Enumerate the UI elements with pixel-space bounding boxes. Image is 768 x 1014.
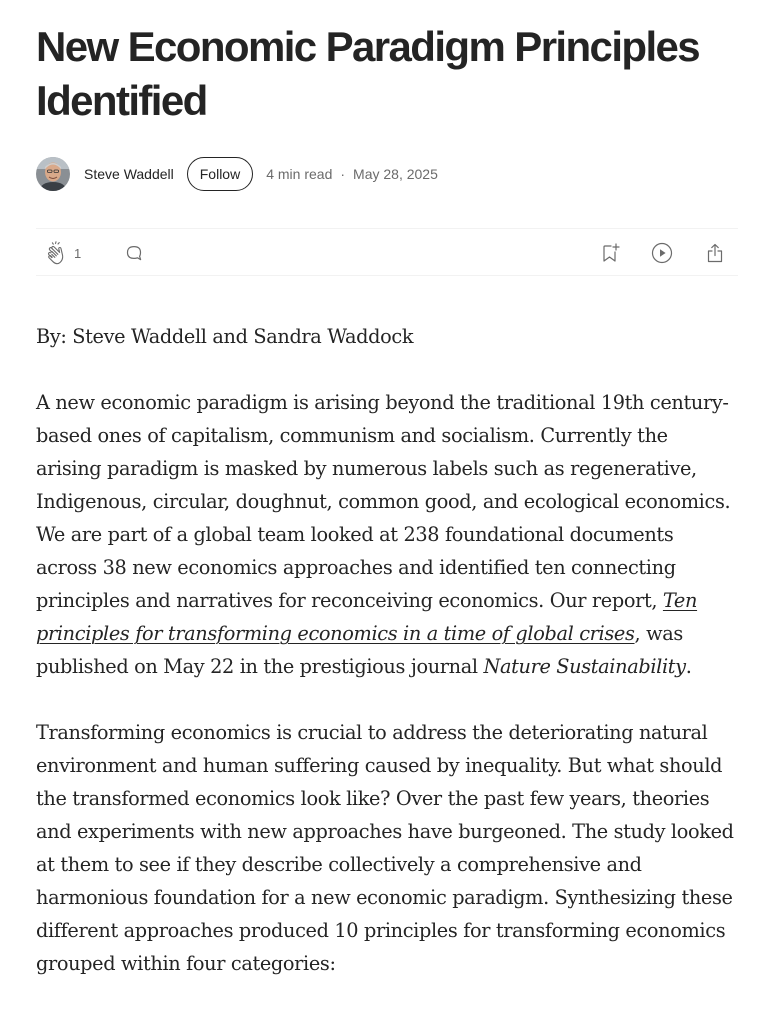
comment-button[interactable] bbox=[122, 241, 146, 265]
context-paragraph: Transforming economics is crucial to address the deteriorating natural environment and human suffering caused by inequality. But what should the transformed economics look like? Over the past few years, theories and experiments with new approaches have burgeoned. The study looked at them to see if they describe collectively a comprehensive and harmonious foundation for a new economic paradigm. Synthesizing these different approaches produced 10 principles for transforming economics grouped within four categories: bbox=[36, 721, 734, 975]
avatar-photo-icon bbox=[36, 157, 70, 191]
action-bar bbox=[36, 228, 738, 276]
paragraph-text: . bbox=[685, 655, 692, 678]
author-name[interactable]: Steve Waddell bbox=[84, 166, 174, 182]
comment-icon bbox=[122, 241, 146, 265]
read-time: 4 min read bbox=[266, 166, 333, 182]
share-icon bbox=[703, 241, 727, 265]
report-link[interactable]: Ten principles for transforming economics in a time of global crises bbox=[36, 589, 698, 645]
author-byline bbox=[36, 155, 438, 193]
author-avatar[interactable] bbox=[36, 157, 70, 191]
article-body bbox=[36, 320, 738, 1013]
paragraph-text: A new economic paradigm is arising beyond the traditional 19th century-based ones of capitalism, communism and socialism. Currently the arising paradigm is masked by numerous labels such as regenerative, Indigenous, circular, doughnut, common good, and ecological economics. We are part of a global team looked at 238 foundational documents across 38 new economics approaches and identified ten connecting principles and narratives for reconceiving economics. Our report, bbox=[36, 391, 731, 612]
journal-name: Nature Sustainability bbox=[483, 655, 686, 678]
share-button[interactable] bbox=[703, 241, 727, 265]
listen-button[interactable] bbox=[650, 241, 674, 265]
meta-separator: · bbox=[340, 166, 346, 182]
publish-date: May 28, 2025 bbox=[353, 166, 438, 182]
save-button[interactable] bbox=[598, 241, 622, 265]
clap-count: 1 bbox=[74, 245, 82, 261]
clap-button[interactable] bbox=[45, 241, 81, 265]
clap-icon bbox=[45, 241, 69, 265]
follow-button[interactable]: Follow bbox=[187, 157, 253, 191]
byline-paragraph: By: Steve Waddell and Sandra Waddock bbox=[36, 325, 414, 348]
bookmark-add-icon bbox=[598, 241, 622, 265]
play-icon bbox=[650, 241, 674, 265]
intro-paragraph bbox=[36, 386, 738, 683]
article-title: New Economic Paradigm Principles Identified bbox=[36, 23, 700, 124]
paragraph-text: , was published on May 22 in the prestigious journal bbox=[36, 622, 683, 678]
